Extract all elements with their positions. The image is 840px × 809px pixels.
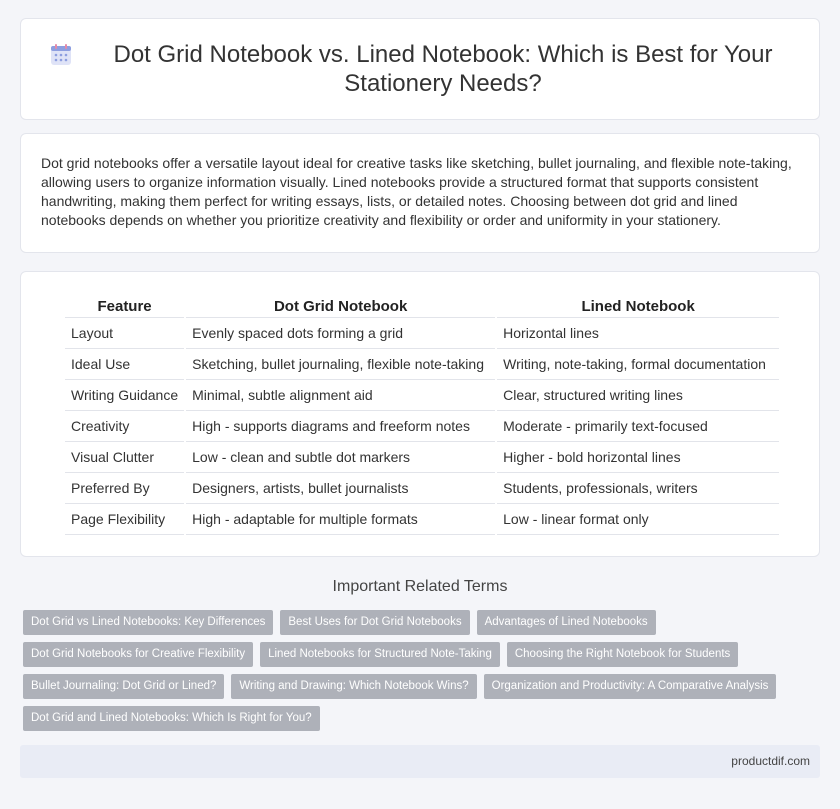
header-card — [20, 18, 820, 120]
table-header-row — [65, 294, 779, 318]
related-term-tag[interactable]: Dot Grid Notebooks for Creative Flexibility — [23, 642, 253, 667]
table-cell-feature: Writing Guidance — [65, 380, 184, 411]
table-cell-lined: Moderate - primarily text-focused — [497, 411, 779, 442]
related-term-tag[interactable]: Bullet Journaling: Dot Grid or Lined? — [23, 674, 224, 699]
table-cell-feature: Layout — [65, 318, 184, 349]
table-row — [65, 473, 779, 504]
table-cell-feature: Ideal Use — [65, 349, 184, 380]
table-cell-feature: Page Flexibility — [65, 504, 184, 535]
site-name[interactable]: productdif.com — [731, 754, 810, 768]
table-row — [65, 411, 779, 442]
table-cell-lined: Low - linear format only — [497, 504, 779, 535]
table-cell-dot-grid: Minimal, subtle alignment aid — [186, 380, 495, 411]
related-term-tag[interactable]: Dot Grid and Lined Notebooks: Which Is Right for You? — [23, 706, 320, 731]
comparison-table-card — [20, 271, 820, 557]
table-row — [65, 349, 779, 380]
table-cell-feature: Preferred By — [65, 473, 184, 504]
table-cell-dot-grid: Low - clean and subtle dot markers — [186, 442, 495, 473]
related-terms-title: Important Related Terms — [332, 578, 508, 595]
table-cell-dot-grid: High - supports diagrams and freeform notes — [186, 411, 495, 442]
related-term-tag[interactable]: Best Uses for Dot Grid Notebooks — [280, 610, 469, 635]
table-row — [65, 380, 779, 411]
related-term-tag[interactable]: Dot Grid vs Lined Notebooks: Key Differences — [23, 610, 273, 635]
table-cell-lined: Writing, note-taking, formal documentation — [497, 349, 779, 380]
footer — [20, 745, 820, 778]
table-cell-dot-grid: High - adaptable for multiple formats — [186, 504, 495, 535]
table-cell-feature: Visual Clutter — [65, 442, 184, 473]
table-cell-lined: Higher - bold horizontal lines — [497, 442, 779, 473]
related-terms-list — [23, 610, 823, 738]
table-cell-lined: Students, professionals, writers — [497, 473, 779, 504]
table-row — [65, 318, 779, 349]
related-term-tag[interactable]: Choosing the Right Notebook for Students — [507, 642, 738, 667]
column-header-lined: Lined Notebook — [497, 294, 779, 318]
table-cell-feature: Creativity — [65, 411, 184, 442]
page-title: Dot Grid Notebook vs. Lined Notebook: Which is Best for Your Stationery Needs? — [113, 41, 773, 97]
table-cell-lined: Clear, structured writing lines — [497, 380, 779, 411]
calendar-grid-icon — [50, 44, 72, 66]
related-term-tag[interactable]: Lined Notebooks for Structured Note-Taking — [260, 642, 500, 667]
related-term-tag[interactable]: Organization and Productivity: A Comparative Analysis — [484, 674, 777, 699]
table-cell-dot-grid: Evenly spaced dots forming a grid — [186, 318, 495, 349]
column-header-dot-grid: Dot Grid Notebook — [186, 294, 495, 318]
table-row — [65, 442, 779, 473]
table-cell-dot-grid: Designers, artists, bullet journalists — [186, 473, 495, 504]
summary-card — [20, 133, 820, 253]
column-header-feature: Feature — [65, 294, 184, 318]
table-cell-dot-grid: Sketching, bullet journaling, flexible note-taking — [186, 349, 495, 380]
summary-text: Dot grid notebooks offer a versatile layout ideal for creative tasks like sketching, bullet journaling, and flexible note-taking, allowing users to organize information visually. Lined notebooks provide a structured format that supports consistent handwriting, making them perfect for writing essays, lists, or detailed notes. Choosing between dot grid and lined notebooks depends on whether you prioritize creativity and flexibility or order and uniformity in your stationery. — [41, 155, 792, 228]
table-row — [65, 504, 779, 535]
table-cell-lined: Horizontal lines — [497, 318, 779, 349]
related-term-tag[interactable]: Writing and Drawing: Which Notebook Wins? — [231, 674, 476, 699]
comparison-table — [63, 294, 781, 535]
related-term-tag[interactable]: Advantages of Lined Notebooks — [477, 610, 656, 635]
